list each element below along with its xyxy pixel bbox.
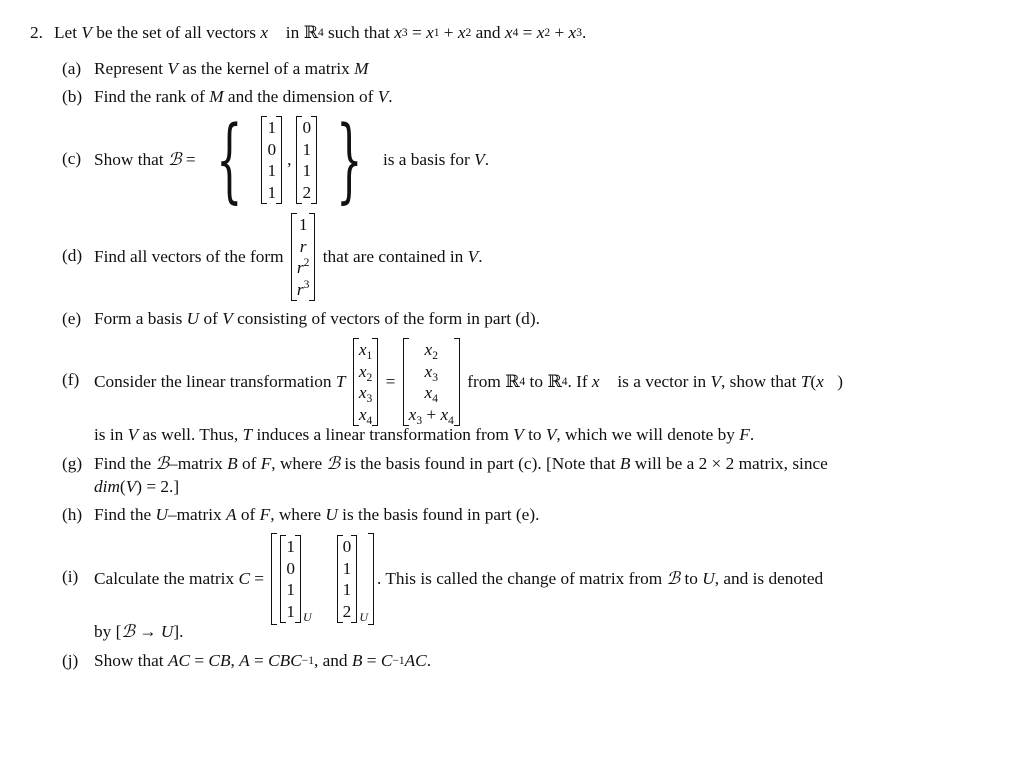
column-vector [277,535,311,623]
text-run: = [362,651,381,670]
math-symbol: x [358,383,367,402]
vector-entry [297,257,309,279]
vector-entry [267,117,276,139]
text-run: . This is called the change of matrix from [376,569,667,588]
text-run: , which we will denote by [556,425,740,444]
text-run: . [749,425,755,444]
text-run: 1 [267,182,277,202]
column-vector-entries [291,213,315,301]
text-run: = [518,23,537,42]
math-symbol: V [167,59,178,78]
text-run: Show that [94,150,168,169]
text-run: , and [313,651,352,670]
problem-number: 2. [30,23,43,42]
column-vector-entries [353,338,378,426]
text-run: to [680,569,703,588]
text-run: . [478,247,483,266]
text-run: will be a 2 × 2 matrix, since [630,454,828,473]
text-run: , show that [721,372,801,391]
math-symbol: C [238,569,250,588]
text-run: = [381,372,400,391]
math-symbol: U [155,505,168,524]
math-symbol: F [259,505,271,524]
text-run: ( [119,477,126,496]
text-run: induces a linear transformation from [252,425,514,444]
math-symbol: x [457,23,466,42]
text-run: 1 [267,118,277,137]
text-run: . [426,651,432,670]
math-symbol: x [440,404,449,424]
column-vector [334,535,368,623]
math-symbol: U [160,622,174,641]
math-symbol: r [299,236,307,256]
math-symbol: CB [208,651,231,670]
coordinate-subscript: U [303,610,312,624]
vector-entry [267,160,276,182]
vector-entry [343,536,352,558]
vector-entry [302,117,311,139]
math-symbol: x⃗ [591,372,614,391]
vector-entry [297,279,309,301]
part-e-label: (e) [62,309,82,328]
text-run: 0 [286,558,295,578]
vector-entry [267,182,276,204]
math-symbol: T [242,425,253,444]
math-symbol: x [536,23,545,42]
math-symbol: x⃗ [816,372,838,391]
text-run: 1 [286,601,295,621]
text-run: of [199,309,223,328]
math-symbol: A [239,651,250,670]
text-run: 1 [267,161,277,180]
vector-entry [286,579,295,601]
vector-entry [359,361,372,383]
superscript: 3 [303,278,310,291]
subscript: 3 [416,414,423,427]
part-h-label: (h) [62,505,83,524]
text-run: Consider the linear transformation [94,372,336,391]
text-run: –matrix [167,505,227,524]
coordinate-subscript: U [359,610,368,624]
math-symbol: B [227,454,238,473]
math-symbol: x⃗ [260,23,282,42]
part-d-text [94,211,483,303]
text-run: –matrix [169,454,228,473]
math-symbol: AC [404,651,427,670]
text-run: is the basis found in part (e). [337,505,540,524]
part-f-continuation [94,425,754,445]
text-run: Let [54,23,82,42]
subscript: 2 [432,350,438,362]
math-symbol: ℬ [121,622,135,641]
math-symbol: V [513,425,524,444]
text-run: , and is denoted [714,569,824,588]
text-run: + [550,23,569,42]
math-symbol: F [739,425,750,444]
math-symbol: ℬ [326,454,341,473]
subscript: 4 [432,393,438,405]
text-run: in ℝ [281,23,318,42]
column-vector-entries [280,535,301,623]
vector-entry [300,236,307,258]
part-i-text [94,533,823,625]
vector-entry [302,182,311,204]
vector-entry [286,601,295,623]
math-symbol: F [260,454,272,473]
text-run: + [422,404,441,424]
math-symbol: x [358,361,367,381]
math-symbol: CBC [268,651,302,670]
text-run: ]. [173,622,184,641]
part-g-text [94,454,828,474]
column-vector-entries [296,116,317,204]
math-symbol: x [424,361,433,381]
text-run: by [ [94,622,122,641]
vector-entry [267,139,276,161]
text-run: , where [271,454,327,473]
column-vector-entries [337,535,358,623]
text-run: 0 [302,118,312,137]
text-run: 1 [286,537,295,556]
text-run: and the dimension of [223,87,378,106]
text-run: as the kernel of a matrix [177,59,355,78]
text-run: of [237,454,261,473]
text-run: = [407,23,427,42]
subscript: 1 [366,350,373,362]
math-symbol: V [710,372,722,391]
vector-entry [343,558,352,580]
math-symbol: C [380,651,393,670]
part-b-text [94,87,393,107]
text-run: Find the rank of [94,87,210,106]
text-run: 2 [342,601,352,621]
text-run: . [484,150,490,169]
column-vector-entries [261,116,282,204]
math-symbol: B [351,651,363,670]
math-symbol: AC [167,651,191,670]
vector-entry [286,558,295,580]
vector-entry [286,536,295,558]
subscript: 3 [432,371,438,384]
vector-entry [343,579,352,601]
column-vector [288,213,318,301]
text-run: . If [567,372,592,391]
column-vector-entries [403,338,460,426]
text-run: . [388,87,393,106]
math-symbol: T [335,372,346,391]
vector-set [200,106,379,213]
part-c-text [94,106,490,213]
part-i-continuation [94,622,183,642]
text-run: Find the [94,505,156,524]
part-c-label: (c) [62,149,82,168]
part-a-label: (a) [62,59,82,78]
text-run: Find all vectors of the form [94,247,288,266]
text-run: 1 [298,215,308,234]
math-symbol: U [702,569,715,588]
text-run: 1 [286,580,295,599]
math-expression [408,404,454,427]
vector-entry [425,382,438,404]
vector-entry [425,339,438,361]
text-run: such that [323,23,395,42]
text-run: to ℝ [525,372,562,391]
text-run: is a vector in [613,372,711,391]
text-run: → [134,622,161,641]
math-symbol: r [296,279,304,299]
column-vector [258,116,285,204]
math-symbol: V [125,477,137,496]
text-run: , [230,651,240,670]
part-i-label: (i) [62,567,79,586]
problem-intro: Let V be the set of all vectors x⃗ in ℝ 4 such that x 3 = x 1 + x 2 and x 4 = x 2 + x 3 . [54,23,587,42]
part-f-text: Consider the linear transformation T $x_1$ $x_2$ $x_3$ $x_4$ = $x_2$ $x_3$ $x_4$ $x_3 + x_4$ from ℝ 4 to ℝ 4 . If x⃗ is a vector in V , show that T ( x⃗ ) [94,340,843,427]
text-run: and [471,23,505,42]
text-run: of [236,505,260,524]
column-vector [350,338,381,426]
vector-entry [425,361,438,383]
text-run: 0 [267,139,277,159]
text-run: 0 [342,537,352,556]
text-run: , where [270,505,326,524]
left-brace-icon: { [216,106,243,213]
text-run: Calculate the matrix [94,569,239,588]
part-f-label: (f) [62,370,80,389]
text-run: = [249,569,269,588]
math-symbol: A [226,505,237,524]
text-run: that are contained in [318,247,468,266]
math-symbol: M [354,59,369,78]
math-symbol: x [426,23,434,42]
part-g-continuation [94,477,179,497]
vector-entry [343,601,352,623]
math-symbol: dim [94,477,120,496]
math-symbol: ℬ [666,569,681,588]
subscript: 4 [448,414,454,427]
subscript: 3 [366,393,373,405]
part-e-text [94,309,540,329]
math-symbol: x [358,340,367,359]
text-run: = [181,150,200,169]
subscript: 2 [366,371,373,384]
math-symbol: x [504,23,513,42]
math-symbol: V [545,425,557,444]
math-symbol: V [127,425,139,444]
math-symbol: ℬ [155,454,170,473]
text-run: 1 [302,161,312,180]
math-symbol: ℬ [167,150,182,169]
column-vector [293,116,320,204]
part-h-text [94,505,539,525]
vector-entry [359,404,372,426]
column-vector [400,338,463,426]
math-symbol: x [408,404,417,424]
part-j-text: Show that AC = CB , A = CBC −1 , and B = C −1 AC . [94,651,432,670]
math-symbol: x [568,23,577,42]
math-symbol: B [619,454,631,473]
math-symbol: V [474,150,485,169]
math-symbol: V [467,247,479,266]
text-run: from ℝ [462,372,520,391]
part-j-label: (j) [62,651,79,670]
vector-entry [302,139,311,161]
text-run: as well. Thus, [138,425,243,444]
text-run: = [249,651,269,670]
part-d-label: (d) [62,246,83,265]
math-symbol: x [394,23,402,42]
text-run: is in [94,425,128,444]
right-brace-icon: } [336,106,363,213]
superscript: 2 [303,257,310,269]
matrix-of-coordinate-vectors [271,533,374,625]
text-run: Represent [94,59,168,78]
vector-entry [302,160,311,182]
math-symbol: U [325,505,338,524]
text-run: is a basis for [378,150,475,169]
text-run: to [523,425,546,444]
subscript: 4 [366,414,373,427]
text-run: = [190,651,209,670]
text-run: Find the [94,454,156,473]
math-symbol: r [296,258,304,277]
part-a-text [94,59,369,79]
math-symbol: V [81,23,92,42]
vector-entry [299,214,308,236]
math-symbol: M [209,87,224,106]
vector-entry [359,339,372,361]
text-run: ( [810,372,817,391]
vector-entry [359,382,372,404]
text-run: is the basis found in part (c). [Note that [340,454,620,473]
math-symbol: x [424,383,433,402]
text-run: Form a basis [94,309,187,328]
text-run: 2 [302,182,312,202]
math-symbol: x [358,404,367,424]
text-run: Show that [94,651,168,670]
part-g-label: (g) [62,454,83,473]
math-symbol: V [222,309,233,328]
text-run: . [581,23,587,42]
text-run: 1 [342,580,352,599]
text-run: consisting of vectors of the form in part (d). [232,309,540,328]
text-run: be the set of all vectors [91,23,261,42]
vector-entry [409,404,454,426]
text-run: 1 [342,558,352,578]
text-run: + [439,23,458,42]
math-symbol: x [424,340,433,359]
comma-separator: , [287,150,292,169]
math-symbol: T [800,372,811,391]
text-run: ) = 2.] [136,477,180,496]
math-symbol: V [377,87,389,106]
math-symbol: U [186,309,200,328]
text-run: 1 [302,139,312,159]
text-run: ) [837,372,843,391]
part-b-label: (b) [62,87,83,106]
